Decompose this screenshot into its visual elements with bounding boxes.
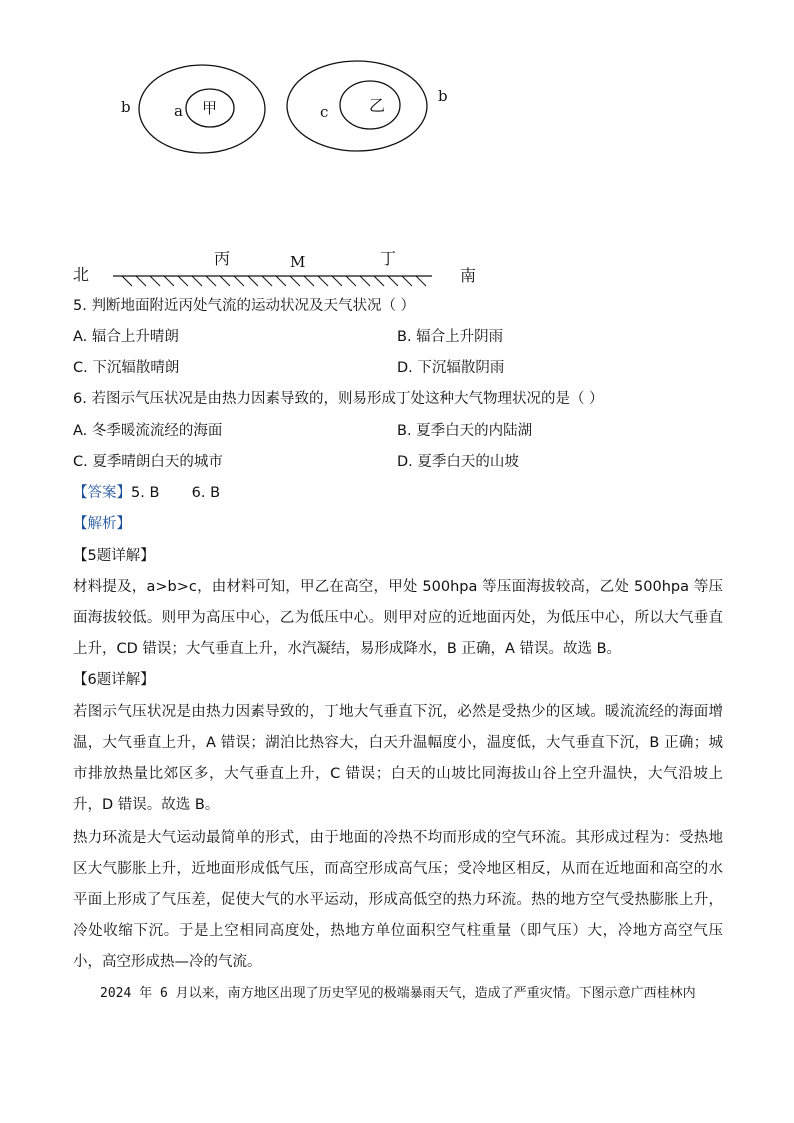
hatch-mark — [206, 276, 216, 286]
hatch-mark — [388, 276, 398, 286]
hatch-mark — [332, 276, 342, 286]
q5-detail-heading: 【5题详解】 — [73, 548, 155, 564]
answer-label: 【答案】 — [73, 485, 131, 501]
label-south: 南 — [460, 266, 477, 285]
q6-detail-heading: 【6题详解】 — [73, 672, 155, 688]
ground-hatching — [122, 276, 426, 286]
hatch-mark — [262, 276, 272, 286]
q5-option-d: D. 下沉辐散阴雨 — [397, 360, 505, 376]
hatch-mark — [248, 276, 258, 286]
q6-option-d: D. 夏季白天的山坡 — [397, 454, 519, 470]
hatch-mark — [360, 276, 370, 286]
q6-option-b: B. 夏季白天的内陆湖 — [397, 423, 533, 439]
hatch-mark — [402, 276, 412, 286]
q6-detail-extra: 热力环流是大气运动最简单的形式，由于地面的冷热不均而形成的空气环流。其形成过程为：受热地区大气膨胀上升，近地面形成低气压，而高空形成高气压；受冷地区相反，从而在近地面和高空的水平面上形成了气压差，促使大气的水平运动，形成高低空的热力环流。热的地方空气受热膨胀上升，冷处收缩下沉。于是上空相同高度处，热地方单位面积空气柱重量（即气压）大，冷地方高空气压小，高空形成热—冷的气流。 — [73, 830, 723, 970]
hatch-mark — [178, 276, 188, 286]
analysis-label: 【解析】 — [73, 516, 131, 532]
label-yi: 乙 — [369, 96, 386, 115]
q6-stem: 6. 若图示气压状况是由热力因素导致的，则易形成丁处这种大气物理状况的是（ ） — [73, 391, 604, 407]
q5-option-c: C. 下沉辐散晴朗 — [73, 360, 180, 376]
right-outer-ellipse — [287, 61, 427, 151]
hatch-mark — [136, 276, 146, 286]
answer-line — [73, 483, 220, 503]
pressure-diagram — [0, 0, 794, 300]
q6-option-a: A. 冬季暖流流经的海面 — [73, 423, 223, 439]
hatch-mark — [150, 276, 160, 286]
q5-option-a: A. 辐合上升晴朗 — [73, 329, 179, 345]
label-b-left: b — [121, 98, 131, 116]
hatch-mark — [374, 276, 384, 286]
label-c: c — [320, 103, 329, 121]
label-ding: 丁 — [380, 249, 397, 268]
hatch-mark — [416, 276, 426, 286]
answer-value: 5. B 6. B — [131, 485, 221, 501]
hatch-mark — [276, 276, 286, 286]
label-a: a — [174, 102, 183, 120]
hatch-mark — [304, 276, 314, 286]
hatch-mark — [220, 276, 230, 286]
hatch-mark — [164, 276, 174, 286]
label-b-right: b — [438, 87, 448, 105]
label-m: M — [290, 253, 306, 271]
q5-option-b: B. 辐合上升阴雨 — [397, 329, 504, 345]
hatch-mark — [234, 276, 244, 286]
q6-detail-body: 若图示气压状况是由热力因素导致的，丁地大气垂直下沉，必然是受热少的区域。暖流流经的海面增温，大气垂直上升，A 错误；湖泊比热容大，白天升温幅度小，温度低，大气垂直下沉，B 正确；城市排放热量比郊区多，大气垂直上升，C 错误；白天的山坡比同海拔山谷上空升温快，大气沿坡上升，D 错误。故选 B。 — [73, 704, 723, 813]
q5-detail-body: 材料提及，a>b>c，由材料可知，甲乙在高空，甲处 500hpa 等压面海拔较高，乙处 500hpa 等压面海拔较低。则甲为高压中心，乙为低压中心。则甲对应的近地面丙处，为低压中心，所以大气垂直上升，CD 错误；大气垂直上升，水汽凝结，易形成降水，B 正确，A 错误。故选 B。 — [73, 579, 723, 657]
label-bing: 丙 — [214, 249, 231, 268]
q5-stem: 5. 判断地面附近丙处气流的运动状况及天气状况（ ） — [73, 298, 416, 314]
next-material: 2024 年 6 月以来，南方地区出现了历史罕见的极端暴雨天气，造成了严重灾情。下图示意广西桂林内 — [100, 986, 696, 1001]
label-north: 北 — [73, 265, 90, 284]
hatch-mark — [346, 276, 356, 286]
q6-option-c: C. 夏季晴朗白天的城市 — [73, 454, 223, 470]
hatch-mark — [290, 276, 300, 286]
hatch-mark — [318, 276, 328, 286]
hatch-mark — [122, 276, 132, 286]
label-jia: 甲 — [202, 99, 218, 117]
hatch-mark — [192, 276, 202, 286]
